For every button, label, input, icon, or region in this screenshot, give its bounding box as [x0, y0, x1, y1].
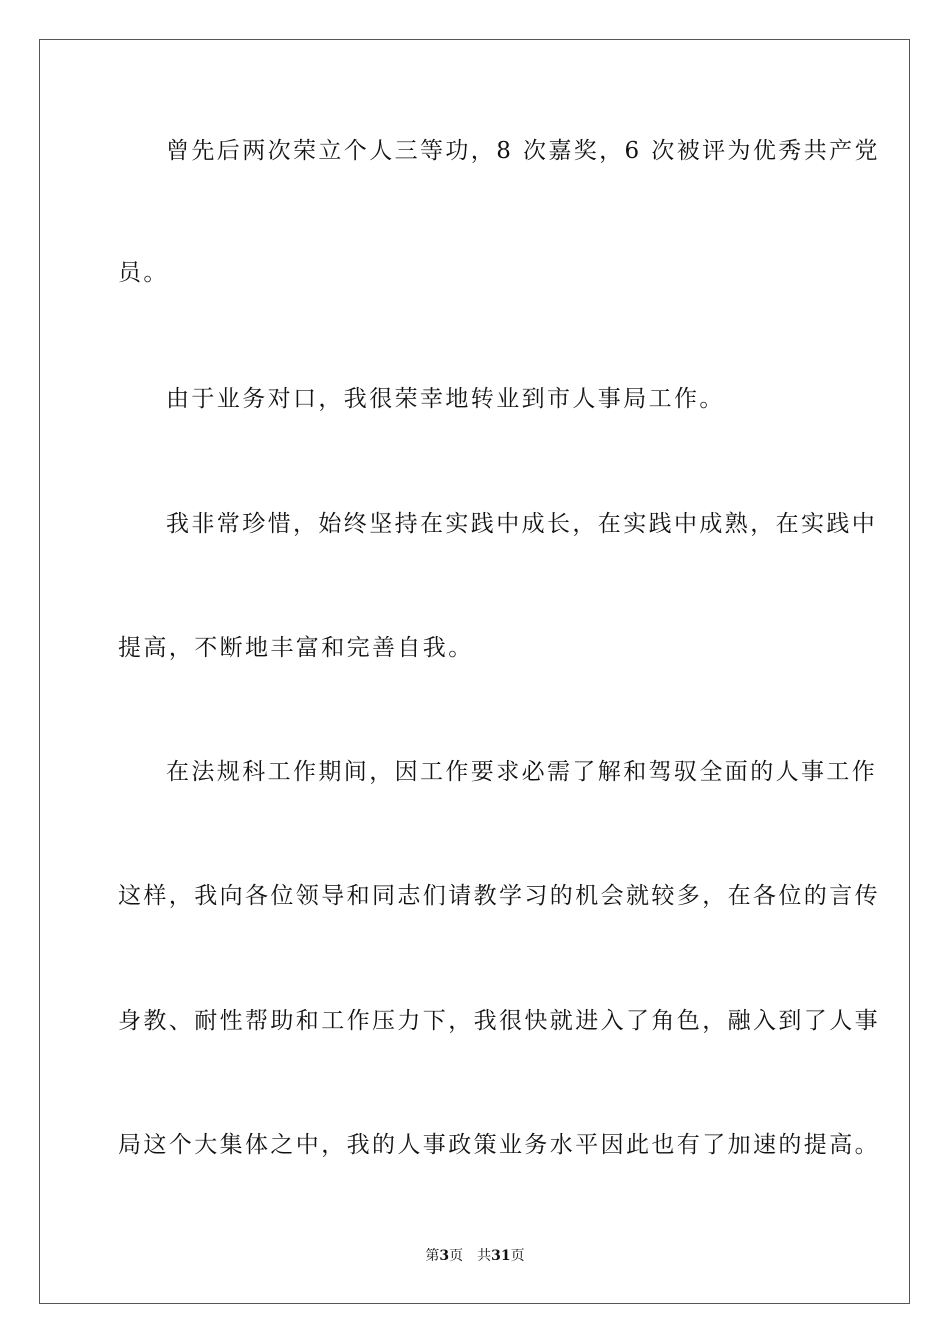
page-suffix: 页	[449, 1248, 464, 1264]
paragraph-line: 由于业务对口，我很荣幸地转业到市人事局工作。	[166, 386, 725, 412]
paragraph-line: 提高，不断地丰富和完善自我。	[118, 635, 474, 661]
total-pages: 31	[491, 1248, 511, 1264]
paragraph-line: 员。	[118, 260, 169, 286]
total-prefix: 共	[477, 1248, 492, 1264]
paragraph-line: 我非常珍惜，始终坚持在实践中成长，在实践中成熟，在实践中	[166, 511, 878, 537]
paragraph-line: 这样，我向各位领导和同志们请教学习的机会就较多，在各位的言传	[118, 883, 880, 909]
page-number: 3	[439, 1248, 450, 1264]
total-suffix: 页	[510, 1248, 525, 1264]
paragraph-line: 曾先后两次荣立个人三等功，8 次嘉奖，6 次被评为优秀共产党	[166, 138, 880, 164]
paragraph-line: 局这个大集体之中，我的人事政策业务水平因此也有了加速的提高。	[118, 1132, 880, 1158]
page-footer	[0, 1246, 950, 1266]
page-prefix: 第	[425, 1248, 440, 1264]
page-border	[39, 39, 910, 1304]
paragraph-line: 身教、耐性帮助和工作压力下，我很快就进入了角色，融入到了人事	[118, 1008, 880, 1034]
paragraph-line: 在法规科工作期间，因工作要求必需了解和驾驭全面的人事工作	[166, 759, 878, 785]
